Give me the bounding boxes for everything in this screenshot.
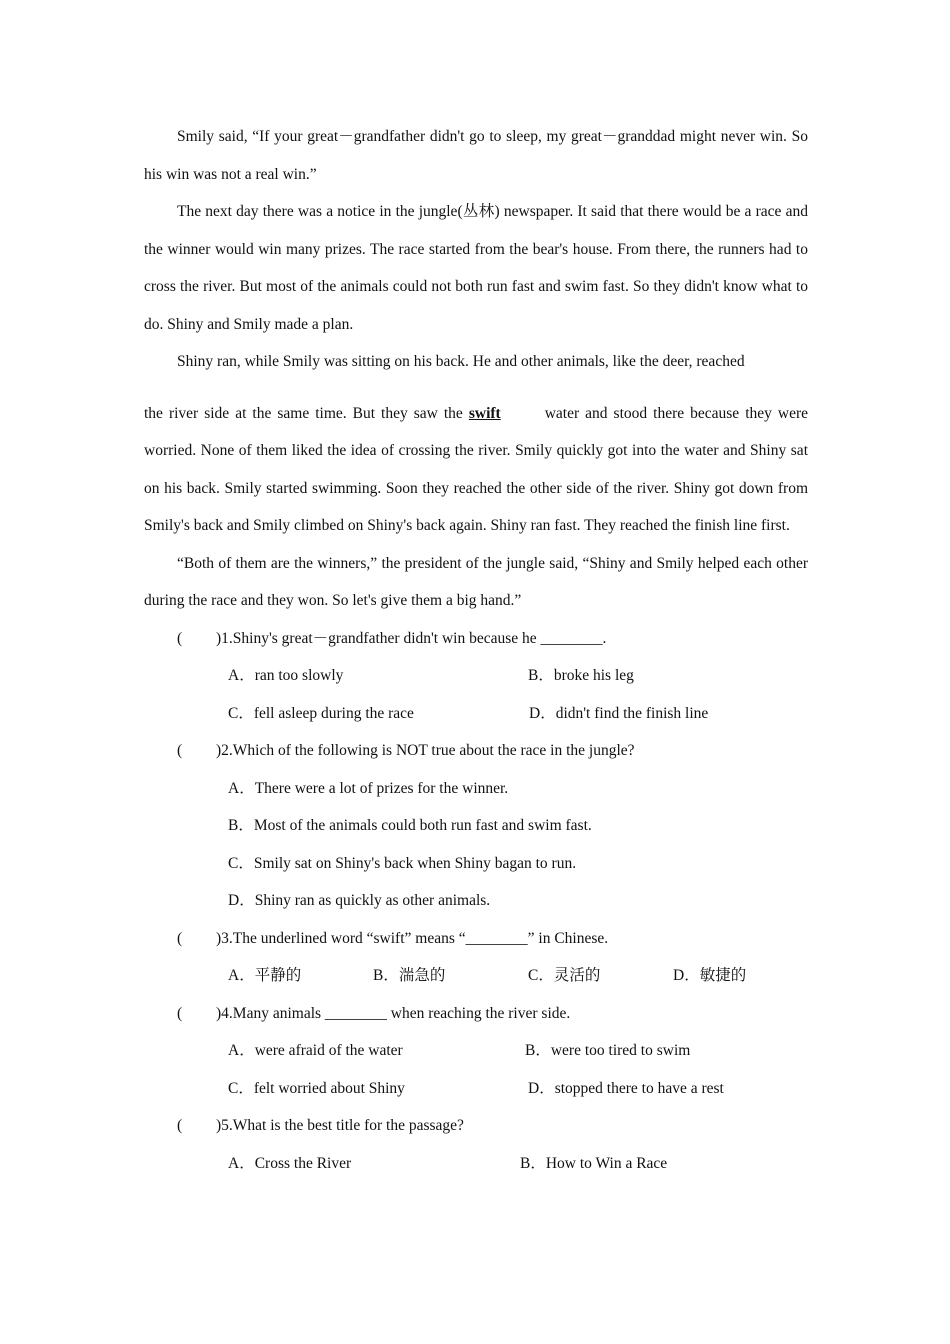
question-stem: )5.What is the best title for the passage? bbox=[216, 1117, 464, 1134]
question-1 bbox=[144, 620, 808, 658]
option-c: C．灵活的 bbox=[528, 967, 601, 984]
option-a: A．There were a lot of prizes for the winner. bbox=[228, 779, 509, 797]
option-a: A．were afraid of the water bbox=[228, 1042, 403, 1059]
option-b: B．How to Win a Race bbox=[520, 1154, 668, 1172]
options-row bbox=[144, 1145, 808, 1183]
option-c: C．fell asleep during the race bbox=[228, 704, 414, 722]
options-row bbox=[144, 957, 808, 995]
passage-text-before-swift: the river side at the same time. But they saw the bbox=[144, 404, 469, 422]
passage-text-after-swift: water and stood there because they were worried. None of them liked the idea of crossing the river. Smily quickly got into the water and Shiny sat on his back. Smily started swimming. Soon they reached the other side of the river. Shiny got down from Smily's back and Smily climbed on Shiny's back again. Shiny ran fast. They reached the finish line first. bbox=[144, 404, 809, 534]
document-page bbox=[144, 118, 808, 1182]
question-stem: )2.Which of the following is NOT true about the race in the jungle? bbox=[216, 742, 635, 759]
option-d: D．敏捷的 bbox=[673, 967, 747, 984]
passage-paragraph-1: Smily said, “If your great－grandfather didn't go to sleep, my great－granddad might never win. So his win was not a real win.” bbox=[144, 128, 808, 183]
question-4 bbox=[144, 995, 808, 1033]
options-row bbox=[144, 807, 808, 845]
answer-paren[interactable]: ( bbox=[177, 1117, 183, 1134]
options-row bbox=[144, 770, 808, 808]
question-stem: )1.Shiny's great－grandfather didn't win because he ________. bbox=[216, 629, 607, 647]
option-c: C．Smily sat on Shiny's back when Shiny bagan to run. bbox=[228, 854, 577, 872]
answer-paren[interactable]: ( bbox=[177, 1004, 183, 1022]
question-stem: )3.The underlined word “swift” means “________” in Chinese. bbox=[216, 929, 609, 947]
options-row bbox=[144, 657, 808, 695]
option-d: D．didn't find the finish line bbox=[529, 704, 709, 722]
option-d: D．Shiny ran as quickly as other animals. bbox=[228, 892, 491, 909]
question-stem: )4.Many animals ________ when reaching the river side. bbox=[216, 1004, 571, 1022]
answer-paren[interactable]: ( bbox=[177, 742, 183, 759]
question-2 bbox=[144, 732, 808, 770]
option-b: B．were too tired to swim bbox=[525, 1042, 691, 1059]
option-c: C．felt worried about Shiny bbox=[228, 1079, 405, 1097]
options-row bbox=[144, 1070, 808, 1108]
passage-paragraph-2: The next day there was a notice in the jungle(丛林) newspaper. It said that there would be a race and the winner would win many prizes. The race started from the bear's house. From there, the runners had to cross the river. But most of the animals could not both run fast and swim fast. So they didn't know what to do. Shiny and Smily made a plan. bbox=[144, 203, 808, 333]
options-row bbox=[144, 882, 808, 920]
question-3 bbox=[144, 920, 808, 958]
answer-paren[interactable]: ( bbox=[177, 629, 183, 647]
underlined-word-swift: swift bbox=[468, 404, 501, 422]
answer-paren[interactable]: ( bbox=[177, 929, 183, 947]
options-row bbox=[144, 695, 808, 733]
passage-paragraph-4: “Both of them are the winners,” the president of the jungle said, “Shiny and Smily helped each other during the race and they won. So let's give them a big hand.” bbox=[144, 554, 808, 609]
option-a: A．平静的 bbox=[228, 967, 302, 984]
passage-paragraph-3-line-1: Shiny ran, while Smily was sitting on his back. He and other animals, like the deer, reached bbox=[177, 353, 745, 370]
option-b: B．Most of the animals could both run fast and swim fast. bbox=[228, 817, 592, 834]
options-row bbox=[144, 1032, 808, 1070]
passage-paragraph-3 bbox=[144, 395, 808, 545]
option-b: B．broke his leg bbox=[528, 667, 634, 684]
option-a: A．ran too slowly bbox=[228, 667, 344, 684]
options-row bbox=[144, 845, 808, 883]
option-b: B．湍急的 bbox=[373, 967, 446, 984]
option-a: A．Cross the River bbox=[228, 1154, 352, 1172]
question-5 bbox=[144, 1107, 808, 1145]
option-d: D．stopped there to have a rest bbox=[528, 1079, 724, 1097]
